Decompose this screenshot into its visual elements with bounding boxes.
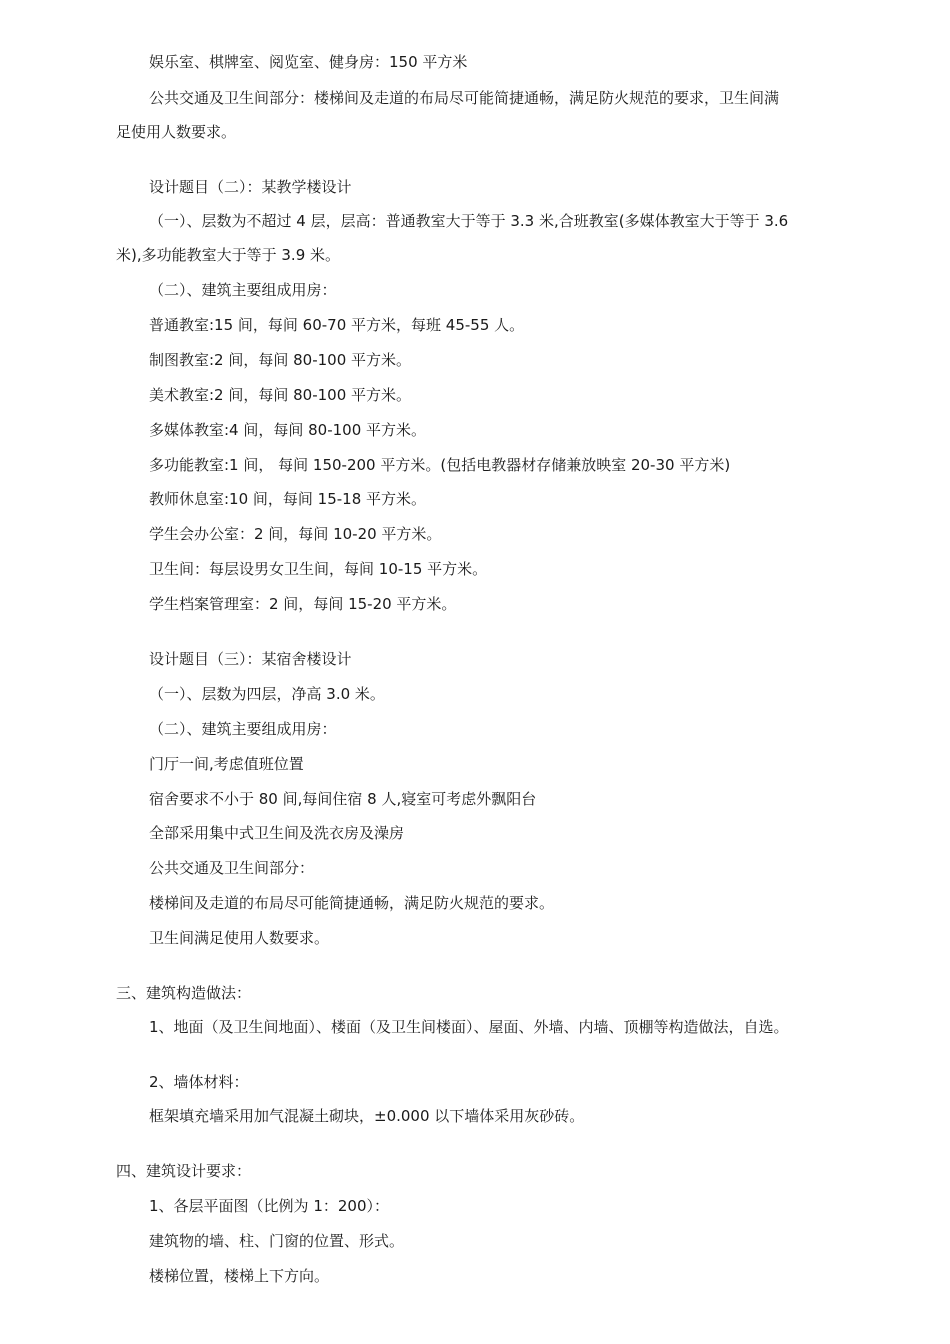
text-line: 米),多功能教室大于等于 3.9 米。 [116, 246, 341, 264]
subheading: 2、墙体材料： [149, 1073, 249, 1091]
text-line: 框架填充墙采用加气混凝土砌块，±0.000 以下墙体采用灰砂砖。 [149, 1107, 585, 1125]
text-line: 公共交通及卫生间部分：楼梯间及走道的布局尽可能简捷通畅，满足防火规范的要求，卫生间满 [149, 89, 780, 107]
text-line: （一）、层数为不超过 4 层，层高：普通教室大于等于 3.3 米,合班教室(多媒体教室大于等于 3.6 [149, 212, 789, 230]
list-item: 普通教室:15 间，每间 60-70 平方米，每班 45-55 人。 [149, 316, 525, 334]
list-item: 卫生间满足使用人数要求。 [149, 929, 330, 947]
section-heading: 四、建筑设计要求： [116, 1162, 252, 1180]
list-item: 楼梯间及走道的布局尽可能简捷通畅，满足防火规范的要求。 [149, 894, 555, 912]
text-line: 1、地面（及卫生间地面）、楼面（及卫生间楼面）、屋面、外墙、内墙、顶棚等构造做法，自选。 [149, 1018, 789, 1036]
list-item: 教师休息室:10 间，每间 15-18 平方米。 [149, 490, 427, 508]
text-line: （二）、建筑主要组成用房： [149, 720, 337, 738]
list-item: 多媒体教室:4 间，每间 80-100 平方米。 [149, 421, 427, 439]
list-item: 宿舍要求不小于 80 间,每间住宿 8 人,寝室可考虑外飘阳台 [149, 790, 537, 808]
subheading: 1、各层平面图（比例为 1：200）： [149, 1197, 389, 1215]
section-heading: 三、建筑构造做法： [116, 984, 252, 1002]
section-heading: 设计题目（三）：某宿舍楼设计 [149, 650, 352, 668]
list-item: 美术教室:2 间，每间 80-100 平方米。 [149, 386, 412, 404]
list-item: 学生档案管理室：2 间，每间 15-20 平方米。 [149, 595, 457, 613]
list-item: 全部采用集中式卫生间及洗衣房及澡房 [149, 824, 405, 842]
text-line: 楼梯位置，楼梯上下方向。 [149, 1267, 330, 1285]
text-line: （二）、建筑主要组成用房： [149, 281, 337, 299]
text-line: 足使用人数要求。 [116, 123, 237, 141]
list-item: 门厅一间,考虑值班位置 [149, 755, 304, 773]
text-line: 娱乐室、棋牌室、阅览室、健身房：150 平方米 [149, 53, 468, 71]
list-item: 学生会办公室：2 间，每间 10-20 平方米。 [149, 525, 442, 543]
text-line: （一）、层数为四层，净高 3.0 米。 [149, 685, 385, 703]
section-heading: 设计题目（二）：某教学楼设计 [149, 178, 352, 196]
list-item: 制图教室:2 间，每间 80-100 平方米。 [149, 351, 412, 369]
list-item: 卫生间：每层设男女卫生间，每间 10-15 平方米。 [149, 560, 488, 578]
list-item: 公共交通及卫生间部分： [149, 859, 315, 877]
text-line: 建筑物的墙、柱、门窗的位置、形式。 [149, 1232, 405, 1250]
list-item: 多功能教室:1 间， 每间 150-200 平方米。(包括电教器材存储兼放映室 20-30 平方米) [149, 456, 731, 474]
